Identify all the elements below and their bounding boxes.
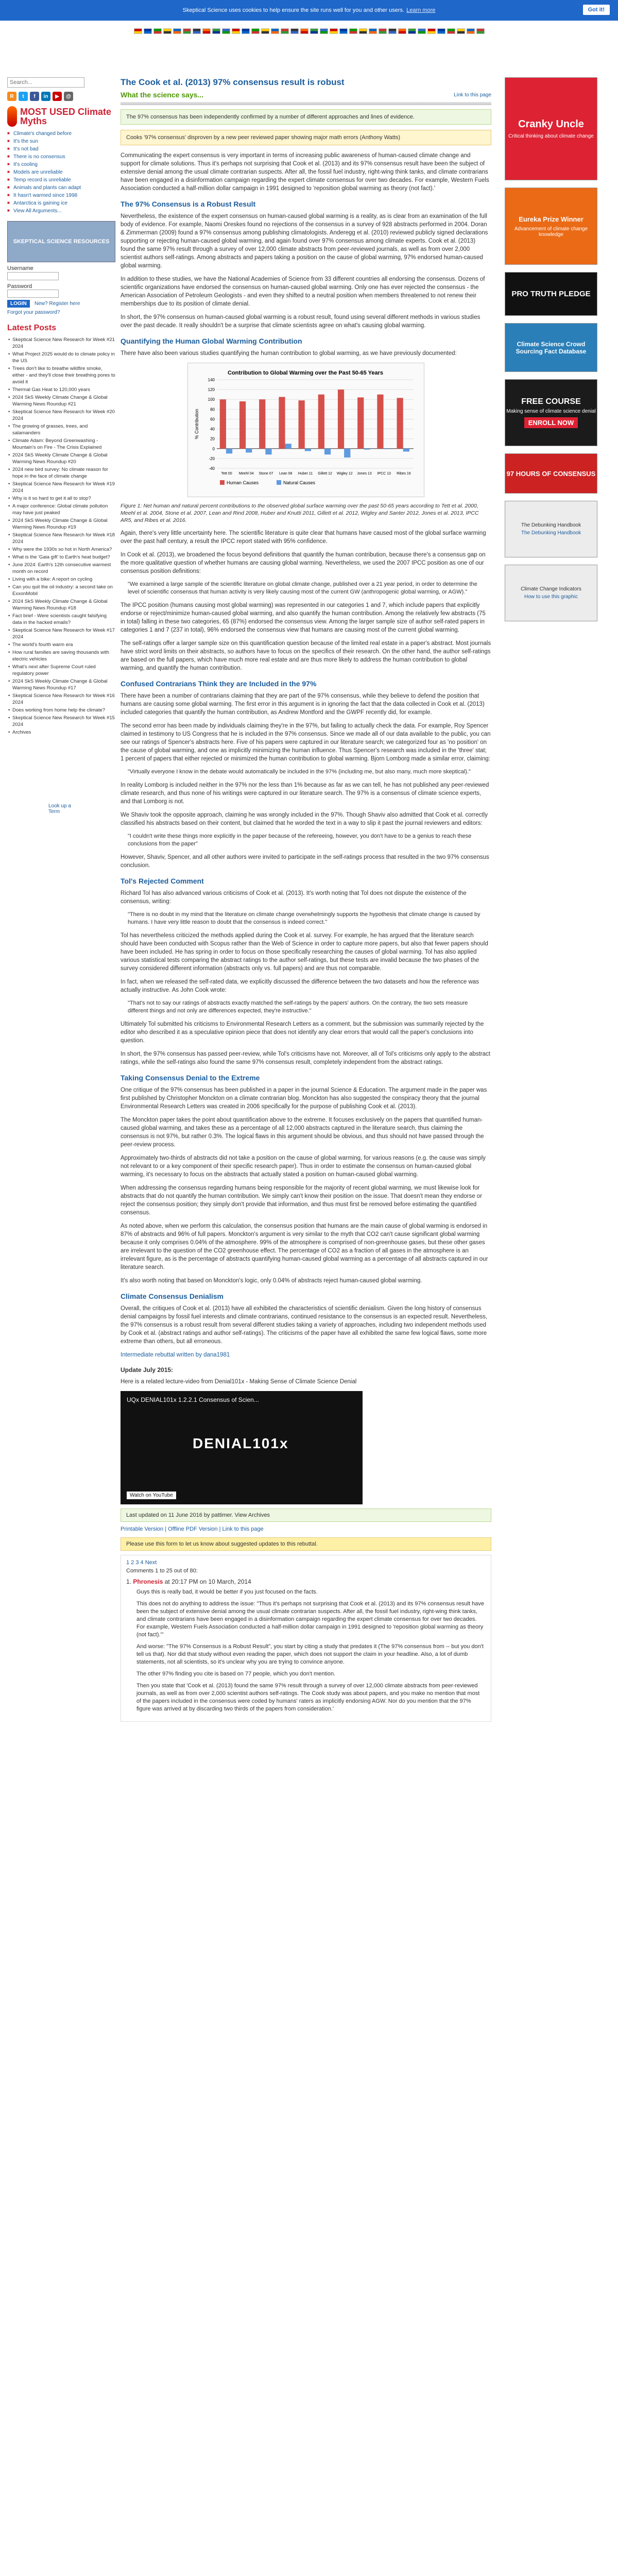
section-confused-title: Confused Contrarians Think they are Included in the 97% xyxy=(121,680,317,688)
social-icons xyxy=(7,92,115,101)
bar-natural-causes xyxy=(265,449,271,454)
paragraph: Nevertheless, the existence of the expert consensus on human-caused global warming is a reality, as is clear from an examination of the full body of evidence. For example, Naomi Oreskes found no rejections of the consensus in a survey of 928 abstracts performed in 2004. Doran & Zimmerman (2009) found a 97% consensus among publishing climatologists. Anderegg et al. (2010) reviewed publicly signed declarations supporting or rejecting human-caused global warming, and again found over 97% consensus among climate experts. Cook et al. (2013) found the same 97% result through a survey of over 12,000 climate abstracts from peer-reviewed journals, as well as from over 2,000 scientist authors self-ratings. Among abstracts and papers taking a position on the cause of global warming, 97% endorsed human-caused global warming. xyxy=(121,213,488,269)
language-flag-icon[interactable] xyxy=(330,28,338,34)
cookie-message: Skeptical Science uses cookies to help ensure the site runs well for you and other users. xyxy=(182,7,405,13)
bar-chart-svg xyxy=(192,367,419,491)
language-flag-icon[interactable] xyxy=(300,28,308,34)
latest-post-item[interactable]: • Skeptical Science New Research for Week #18 2024 xyxy=(7,531,115,546)
language-flag-icon[interactable] xyxy=(163,28,171,34)
search-input[interactable] xyxy=(7,77,84,88)
resources-promo[interactable]: SKEPTICAL SCIENCE RESOURCES xyxy=(7,221,115,262)
x-tick-label: Meehl 04 xyxy=(238,472,254,476)
consensus-hours-ad[interactable]: 97 HOURS OF CONSENSUS xyxy=(505,453,597,494)
enroll-now-button[interactable]: ENROLL NOW xyxy=(524,417,578,428)
youtube-icon[interactable]: ▶ xyxy=(53,92,62,101)
section-quantify-title: Quantifying the Human Global Warming Contribution xyxy=(121,337,302,345)
language-flag-icon[interactable] xyxy=(212,28,220,34)
bar-natural-causes xyxy=(285,444,291,449)
language-flag-icon[interactable] xyxy=(271,28,279,34)
bar-human-causes xyxy=(299,400,305,449)
latest-post-item[interactable]: • 2024 new bird survey: No climate reason for hope in the face of climate change xyxy=(7,466,115,480)
paragraph: There have been a number of contrarians claiming that they are part of the 97% consensus, while they believe to defend the position that humans are causing some global warming. The first error in this argument is in ignoring the fact that the data collected in Cook et al. (2013) included categories that quantify the human contribution, as Andrew Montford and the GWPF recently did, for example. xyxy=(121,693,485,716)
paragraph: When addressing the consensus regarding humans being responsible for the majority of recent global warming, we must likewise look for abstracts that do not quantify the human contribution. We simply can't know their position on the issue. That doesn't mean they endorse or reject the consensus position; they simply don't provide that information, and thus must first be removed before estimating the quantified consensus. xyxy=(121,1185,483,1216)
comment-paragraph: The other 97% finding you cite is based on 77 people, which you don't mention. xyxy=(136,1671,336,1677)
sidebar-myth-item[interactable]: ■ It's cooling xyxy=(7,161,115,168)
sidebar-myth-item[interactable]: ■ It's the sun xyxy=(7,138,115,145)
eureka-subtitle: Advancement of climate change knowledge xyxy=(514,226,588,238)
paragraph: The second error has been made by individuals claiming they're in the 97%, but failing to actually check the data. For example, Roy Spencer claimed in testimony to US Congress that he is included in the 97% consensus. Since we made all of our data available to the public, you can see our ratings of Spencer's abstracts here. Five of his papers were captured in our literature search; we categorized four as 'no position' on the cause of global warming, and one as implicitly minimizing the human influence. Thus Spencer's research was included in the 'three' stat; 1 percent of papers that either rejected or minimized the human contribution to global warming. Bjorn Lomborg made a similar error, claiming: xyxy=(121,723,491,762)
sidebar-myth-item[interactable]: ■ Models are unreliable xyxy=(7,168,115,176)
bar-human-causes xyxy=(377,395,383,449)
language-flag-icon[interactable] xyxy=(467,28,475,34)
register-link[interactable]: New? Register here xyxy=(35,301,80,307)
what-science-says: What the science says... xyxy=(121,91,204,99)
comment-header xyxy=(126,1578,486,1585)
y-tick-label: -40 xyxy=(209,466,215,471)
left-sidebar xyxy=(7,77,115,814)
myth-claim: Cooks '97% consensus' disproven by a new peer reviewed paper showing major math errors xyxy=(126,134,358,141)
sidebar-myth-item[interactable]: ■ It's not bad xyxy=(7,145,115,153)
sidebar-myth-item[interactable]: ■ Climate's changed before xyxy=(7,130,115,138)
latest-post-item[interactable]: • How rural families are saving thousands with electric vehicles xyxy=(7,649,115,663)
latest-post-item[interactable]: • Skeptical Science New Research for Week #16 2024 xyxy=(7,692,115,706)
latest-post-item[interactable]: • Skeptical Science New Research for Week #21 2024 xyxy=(7,336,115,350)
bar-human-causes xyxy=(318,395,324,449)
language-flag-icon[interactable] xyxy=(457,28,465,34)
y-tick-label: 140 xyxy=(208,378,215,382)
x-tick-label: Lean 08 xyxy=(279,472,293,476)
login-button[interactable]: LOGIN xyxy=(7,300,30,308)
level-tabs-bar xyxy=(121,102,491,105)
language-flag-icon[interactable] xyxy=(388,28,397,34)
thumb-link[interactable]: The Debunking Handbook xyxy=(521,530,581,536)
science-summary-box: The 97% consensus has been independently confirmed by a number of different approaches and lines of evidence. xyxy=(121,109,491,125)
video-logo: DENIAL101x xyxy=(193,1435,289,1451)
latest-posts-title: Latest Posts xyxy=(7,324,57,332)
latest-post-item[interactable]: • Fact brief - Were scientists caught falsifying data in the hacked emails? xyxy=(7,612,115,626)
comment-author[interactable]: Phronesis xyxy=(133,1578,163,1585)
comments-count: Comments 1 to 25 out of 80: xyxy=(126,1568,198,1574)
cranky-uncle-ad[interactable] xyxy=(505,77,597,180)
sidebar-myth-item[interactable]: ■ Animals and plants can adapt xyxy=(7,184,115,192)
language-flag-row xyxy=(0,21,618,41)
thumb-link[interactable]: How to use this graphic xyxy=(524,594,578,600)
intermediate-rebuttal-link[interactable]: Intermediate rebuttal written by dana1981 xyxy=(121,1352,230,1358)
latest-post-item[interactable]: • 2024 SkS Weekly Climate Change & Global Warming News Roundup #21 xyxy=(7,394,115,408)
latest-post-item[interactable]: • Thermal Gas Heat to 120,000 years xyxy=(7,386,115,394)
free-course-subtitle: Making sense of climate science denial xyxy=(506,409,596,414)
comments-pager[interactable]: 1 2 3 4 Next xyxy=(126,1560,157,1566)
bar-human-causes xyxy=(357,397,364,448)
pro-truth-pledge-ad[interactable]: PRO TRUTH PLEDGE xyxy=(505,272,597,316)
section-robust-title: The 97% Consensus is a Robust Result xyxy=(121,200,256,208)
language-flag-icon[interactable] xyxy=(359,28,367,34)
password-label: Password xyxy=(7,283,32,290)
paragraph: One critique of the 97% consensus has been published in a paper in the journal Science & Education. The argument made in the paper was first published by Christopher Monckton on a climate contrarian blog. Monckton has also suggested the conspiracy theory that the journal Environmental Research Letters was created in 2006 specifically for the purpose of publishing Cook et al. (2013). xyxy=(121,1087,487,1110)
language-flag-icon[interactable] xyxy=(134,28,142,34)
bar-human-causes xyxy=(338,389,344,449)
myth-author: (Anthony Watts) xyxy=(359,134,401,141)
username-input[interactable] xyxy=(7,272,59,280)
latest-post-item[interactable]: • Skeptical Science New Research for Week #17 2024 xyxy=(7,626,115,641)
paragraph: However, Shaviv, Spencer, and all other authors were invited to participate in the self-ratings process that resulted in the two 97% consensus conclusion. xyxy=(121,854,489,869)
y-tick-label: 80 xyxy=(210,407,215,412)
paragraph: Approximately two-thirds of abstracts did not take a position on the cause of global warming, for various reasons (e.g. the cause was simply not relevant to or a key component of their specific research paper). Thus in order to estimate the consensus on human-caused global warming, it's necessary to focus on the abstracts that actually stated a position on human-caused global warming. xyxy=(121,1155,486,1178)
sidebar-myth-item[interactable]: ■ There is no consensus xyxy=(7,153,115,161)
paragraph: The self-ratings offer a larger sample size on this quantification question because of the limited real estate in a paper's abstract. Most journals have strict word limits on their abstracts, so authors have to focus on the specifics of their research. On the other hand, the author self-ratings are based on the full papers, which have much more real estate and are thus more likely to address the human contribution to global warming, and quantify the human contribution. xyxy=(121,640,491,671)
latest-post-item[interactable]: • June 2024: Earth's 12th consecutive warmest month on record xyxy=(7,561,115,575)
y-tick-label: 20 xyxy=(210,436,215,442)
main-content xyxy=(121,77,491,1722)
language-flag-icon[interactable] xyxy=(476,28,485,34)
x-tick-label: IPCC 13 xyxy=(377,472,391,476)
myth-box xyxy=(121,130,491,145)
rss-icon[interactable]: R xyxy=(7,92,16,101)
blockquote: "That's not to say our ratings of abstracts exactly matched the self-ratings by the papers' authors. On the contrary, the two sets measure different things and not only are differences expected, they're instructive." xyxy=(128,1000,468,1014)
update-paragraph: Here is a related lecture-video from Denial101x - Making Sense of Climate Science Denial xyxy=(121,1379,357,1385)
language-flag-icon[interactable] xyxy=(242,28,250,34)
forgot-password-link[interactable]: Forgot your password? xyxy=(7,310,60,315)
latest-post-item[interactable]: • Skeptical Science New Research for Week #15 2024 xyxy=(7,714,115,728)
comment-paragraph: And worse: "The 97% Consensus is a Robust Result", you start by citing a study that predates it (The 97% consensus from -- but you don't tell us that). Nor did that study without even reading the paper, which does not support the claim in your headline. Also, a lot of dumb statements, not all scientists, so it's unclear why you are trying to convince anyone. xyxy=(136,1643,484,1665)
y-tick-label: 40 xyxy=(210,427,215,432)
right-sidebar xyxy=(505,77,597,629)
comment-paragraph: Guys this is really bad, it would be better if you just focused on the facts. xyxy=(136,1589,318,1595)
section-extreme-title: Taking Consensus Denial to the Extreme xyxy=(121,1074,260,1082)
facebook-icon[interactable]: f xyxy=(30,92,39,101)
comment-paragraph: Then you state that 'Cook et al. (2013) found the same 97% result through a survey of over 12,000 climate abstracts from peer-reviewed journals, as well as from over 2,000 scientist authors self-ratings. The Cook study was about papers, and you make no mention that most of the papers included in the consensus were coded by humans' raters as implicitly endorsing AGW. Nor do you mention that the 97% figure was arrived at by discarding two thirds of the papers from consideration.' xyxy=(136,1683,480,1712)
video-player[interactable] xyxy=(121,1391,363,1504)
latest-post-item[interactable]: • What's next after Supreme Court ruled regulatory power xyxy=(7,663,115,677)
language-flag-icon[interactable] xyxy=(290,28,299,34)
language-flag-icon[interactable] xyxy=(183,28,191,34)
language-flag-icon[interactable] xyxy=(408,28,416,34)
sidebar-myth-item[interactable]: ■ View All Arguments... xyxy=(7,207,115,215)
language-flag-icon[interactable] xyxy=(173,28,181,34)
y-tick-label: 60 xyxy=(210,417,215,422)
latest-post-item[interactable]: • Why were the 1930s so hot in North America? xyxy=(7,546,115,553)
paragraph: In fact, when we released the self-rated data, we explicitly discussed the difference between the two datasets and how the reference was actually instructive. As John Cook wrote: xyxy=(121,979,479,993)
x-tick-label: Ribes 16 xyxy=(397,472,411,476)
bar-human-causes xyxy=(259,399,265,449)
thumb-label: Climate Change Indicators xyxy=(521,586,581,592)
username-label: Username xyxy=(7,265,33,272)
sidebar-myth-item[interactable]: ■ It hasn't warmed since 1998 xyxy=(7,192,115,199)
x-tick-label: Tett 00 xyxy=(221,472,232,476)
bar-natural-causes xyxy=(403,449,409,452)
watch-on-youtube-button[interactable]: Watch on YouTube xyxy=(127,1492,176,1499)
language-flag-icon[interactable] xyxy=(310,28,318,34)
intro-paragraph: Communicating the expert consensus is very important in terms of increasing public awareness of human-caused climate change and support for climate solutions. Thus it's perhaps not surprising that Cook et al. (2013) and its 97% consensus result have been the subject of extensive denial among the usual climate contrarian suspects. After all, the fossil fuel industry, right-wing think tanks, and climate contrarians have been engaged in a disinformation campaign regarding the expert climate consensus for over two decades. For example, Western Fuels Association conducted a half-million dollar campaign in 1991 designed to 'reposition global warming as theory (not fact).' xyxy=(121,152,489,192)
sidebar-myth-item[interactable]: ■ Antarctica is gaining ice xyxy=(7,199,115,207)
language-flag-icon[interactable] xyxy=(251,28,260,34)
paragraph: Overall, the critiques of Cook et al. (2013) have all exhibited the characteristics of scientific denialism. Given the long history of consensus denial campaigns by fossil fuel interests and climate contrarians, continued resistance to the consensus is an expected result. Nevertheless, the 97% consensus is a robust result from several different studies taking a variety of approaches, including two independent methods used by Cook et al. (abstract ratings and author self-ratings). The criticisms of the paper have all exhibited the same few logical flaws, some more extreme than others, but all erroneous. xyxy=(121,1306,488,1345)
bar-human-causes xyxy=(279,397,285,448)
legend-label: Natural Causes xyxy=(283,480,316,485)
password-input[interactable] xyxy=(7,290,59,298)
paragraph: In Cook et al. (2013), we broadened the focus beyond definitions that quantify the human contribution, because there's a consensus gap on the more qualitative question of whether humans are causing global warming. Nevertheless, we used the 2007 IPCC position as one of our consensus position definitions: xyxy=(121,552,486,574)
language-flag-icon[interactable] xyxy=(339,28,348,34)
latest-post-item[interactable]: • The growing of grasses, trees, and salamanders xyxy=(7,422,115,437)
x-tick-label: Stone 07 xyxy=(259,472,273,476)
bar-natural-causes xyxy=(226,449,232,454)
language-flag-icon[interactable] xyxy=(447,28,455,34)
language-flag-icon[interactable] xyxy=(193,28,201,34)
language-flag-icon[interactable] xyxy=(427,28,436,34)
crowd-sourcing-ad[interactable]: Climate Science Crowd Sourcing Fact Database xyxy=(505,323,597,372)
section-denialism-title: Climate Consensus Denialism xyxy=(121,1292,224,1300)
login-form xyxy=(7,265,115,315)
paragraph: In addition to these studies, we have the National Academies of Science from 33 different countries all endorsing the consensus. Dozens of scientific organizations have endorsed the consensus on human-caused global warming. Only one has ever rejected the consensus - the American Association of Petroleum Geologists - and even they shifted to a neutral position when members threatened to not renew their memberships due to its position of climate denial. xyxy=(121,276,485,307)
language-flag-icon[interactable] xyxy=(379,28,387,34)
paragraph: In reality Lomborg is included neither in the 97% nor the less than 1% because as far as we can tell, he has not published any peer-reviewed climate research, and thus none of his writings were captured in our literature search. The 97% is a consensus of climate science experts, and that Lomborg is not. xyxy=(121,782,489,805)
language-flag-icon[interactable] xyxy=(418,28,426,34)
linkedin-icon[interactable]: in xyxy=(41,92,50,101)
latest-post-item[interactable]: • 2024 SkS Weekly Climate Change & Global Warming News Roundup #17 xyxy=(7,677,115,692)
legend-label: Human Causes xyxy=(227,480,259,485)
latest-post-item[interactable]: • 2024 SkS Weekly Climate Change & Global Warming News Roundup #18 xyxy=(7,598,115,612)
page-title: The Cook et al. (2013) 97% consensus result is robust xyxy=(121,77,345,87)
bar-human-causes xyxy=(239,401,246,449)
latest-post-item[interactable]: • Archives xyxy=(7,728,115,736)
language-flag-icon[interactable] xyxy=(261,28,269,34)
paragraph: Tol has nevertheless criticized the methods applied during the Cook et al. survey. For example, he has argued that the literature search should have been conducted with Scopus rather than the Web of Science in order to capture more papers, but also that fewer papers should have been included. He has spring in order to focus on those specifically researching the causes of global warming. Tol has also applied various statistical tests comparing the abstract ratings to the author self-ratings, but these tests are invalid because the two phases of the survey considered different information (abstracts only vs. full papers) and are thus not comparable. xyxy=(121,933,488,972)
myth-nav-list xyxy=(7,130,115,215)
paragraph: There have also been various studies quantifying the human contribution to global warming, as we have previously documented: xyxy=(121,350,457,357)
latest-post-item[interactable]: • What is the 'Gaia gift' to Earth's heat budget? xyxy=(7,553,115,561)
language-flag-icon[interactable] xyxy=(437,28,445,34)
bar-natural-causes xyxy=(344,449,350,457)
email-icon[interactable]: @ xyxy=(64,92,73,101)
thermometer-icon xyxy=(7,106,17,127)
latest-post-item[interactable]: • What Project 2025 would do to climate policy in the US xyxy=(7,350,115,365)
language-flag-icon[interactable] xyxy=(153,28,162,34)
paragraph: The Monckton paper takes the point about quantification above to the extreme. It focuses exclusively on the papers that quantified human-caused global warming, and takes these as a percentage of all 12,000 abstracts captured in the literature search, thus claiming the consensus is not 97%, but rather 0.3%. The logical flaws in this argument should be obvious, and thus should not have passed through the peer-review process. xyxy=(121,1117,484,1148)
paragraph: Richard Tol has also advanced various criticisms of Cook et al. (2013). It's worth noting that Tol does not dispute the existence of the consensus, writing: xyxy=(121,890,467,905)
last-updated-box: Last updated on 11 June 2016 by pattimer. View Archives xyxy=(121,1509,491,1522)
update-title: Update July 2015: xyxy=(121,1366,174,1374)
latest-post-item[interactable]: • The world's fourth warm era xyxy=(7,641,115,649)
language-flag-icon[interactable] xyxy=(398,28,406,34)
language-flag-icon[interactable] xyxy=(202,28,211,34)
x-tick-label: Gillett 12 xyxy=(318,472,332,476)
eureka-title: Eureka Prize Winner xyxy=(519,215,583,223)
suggest-update-box[interactable]: Please use this form to let us know about suggested updates to this rebuttal. xyxy=(121,1537,491,1551)
paragraph: It's also worth noting that based on Monckton's logic, only 0.04% of abstracts reject human-caused global warming. xyxy=(121,1278,422,1284)
latest-posts-list xyxy=(7,336,115,736)
comment-number: 1. xyxy=(126,1578,132,1585)
debunking-handbook-thumb[interactable] xyxy=(505,501,597,557)
comments-section xyxy=(121,1555,491,1722)
thumb-label: The Debunking Handbook xyxy=(521,522,581,528)
latest-post-item[interactable]: • Can you quit the oil industry: a second take on ExxonMobil xyxy=(7,583,115,598)
y-tick-label: 0 xyxy=(212,446,215,451)
paragraph: Ultimately Tol submitted his criticisms to Environmental Research Letters as a comment, but the submission was summarily rejected by the editor who described it as a speculative opinion piece that does not identify any clear errors that would call the paper's conclusions into question. xyxy=(121,1021,484,1044)
sidebar-myth-item[interactable]: ■ Temp record is unreliable xyxy=(7,176,115,184)
latest-post-item[interactable]: • 2024 SkS Weekly Climate Change & Global Warming News Roundup #19 xyxy=(7,517,115,531)
paragraph: Again, there's very little uncertainty here. The scientific literature is quite clear that humans have caused most of the global surface warming over the past half century, a result the IPCC report stated with 95% confidence. xyxy=(121,530,486,545)
look-up-term-link[interactable]: Look up a Term xyxy=(48,803,71,815)
comment-paragraph: This does not do anything to address the issue: "Thus it's perhaps not surprising that Cook et al. (2013) and its 97% consensus result have been the subject of extensive denial among the usual climate contrarian suspects. After all, the fossil fuel industry, right-wing think tanks, and climate contrarians have been engaged in a disinformation campaign regarding the expert climate consensus for over two decades. For example, Western Fuels Association conducted a half-million dollar campaign in 1991 designed to 'reposition global warming as theory (not fact).'" xyxy=(136,1601,484,1638)
climate-indicators-thumb[interactable] xyxy=(505,565,597,621)
bar-human-causes xyxy=(397,398,403,448)
free-course-ad[interactable] xyxy=(505,379,597,446)
language-flag-icon[interactable] xyxy=(144,28,152,34)
most-used-title: MOST USED Climate Myths xyxy=(20,107,111,126)
chart-caption: Figure 1: Net human and natural percent contributions to the observed global surface warming over the past 50-65 years according to Tett et al. 2000, Meehl et al. 2004, Stone et al. 2007, Lean and Rind 2008, Huber and Knutti 2011, Gillett et al. 2012, Wigley and Santer 2012, Jones et al. 2013, IPCC AR5, and Ribes et al. 2016. xyxy=(121,503,479,523)
legend-swatch xyxy=(220,480,225,485)
latest-post-item[interactable]: • Skeptical Science New Research for Week #19 2024 xyxy=(7,480,115,495)
latest-post-item[interactable]: • 2024 SkS Weekly Climate Change & Global Warming News Roundup #20 xyxy=(7,451,115,466)
paragraph: As noted above, when we perform this calculation, the consensus position that humans are the main cause of global warming is endorsed in 87% of abstracts and 96% of full papers. Monckton's argument is very similar to the myth that CO2 can't cause significant global warming because it only comprises 0.04% of the atmosphere. 99% of the atmosphere is comprised of non-greenhouse gases, but these other gases are irrelevant to the question of the CO2 greenhouse effect. The percentage of CO2 as a fraction of all gases in the atmosphere is an irrelevant figure, as is the percentage of abstracts quantifying human-caused global warming as a percentage of all abstracts captured in our literature search. xyxy=(121,1223,488,1270)
video-title: UQx DENIAL101x 1.2.2.1 Consensus of Scien... xyxy=(127,1396,259,1403)
language-flag-icon[interactable] xyxy=(281,28,289,34)
latest-post-item[interactable]: • Living with a bike: A report on cycling xyxy=(7,575,115,583)
language-flag-icon[interactable] xyxy=(222,28,230,34)
latest-post-item[interactable]: • Climate Adam: Beyond Greenwashing - Mountain's on Fire - The Crisis Explained xyxy=(7,437,115,451)
chart-title: Contribution to Global Warming over the Past 50-65 Years xyxy=(228,370,383,376)
bar-natural-causes xyxy=(324,449,331,454)
learn-more-link[interactable]: Learn more xyxy=(406,7,436,13)
latest-post-item[interactable]: • Skeptical Science New Research for Week #20 2024 xyxy=(7,408,115,422)
twitter-icon[interactable]: t xyxy=(19,92,28,101)
x-tick-label: Jones 13 xyxy=(357,472,372,476)
blockquote: "Virtually everyone I know in the debate would automatically be included in the 97% (including me, but also many, much more skeptical)." xyxy=(128,769,471,775)
language-flag-icon[interactable] xyxy=(232,28,240,34)
comment-meta: at 20:17 PM on 10 March, 2014 xyxy=(164,1578,251,1585)
latest-post-item[interactable]: • Trees don't like to breathe wildfire smoke, either - and they'll close their breathing pores to avoid it xyxy=(7,365,115,386)
link-to-page[interactable]: Link to this page xyxy=(454,92,491,98)
section-tol-title: Tol's Rejected Comment xyxy=(121,877,204,885)
y-tick-label: 120 xyxy=(208,387,215,393)
bar-natural-causes xyxy=(305,449,311,451)
paragraph: We Shaviv took the opposite approach, claiming he was wrongly included in the 97%. Though Shaviv also admitted that Cook et al. correctly classified his abstracts based on their content, but claimed that he worded the text in a way to slip it past the journal reviewers and editors: xyxy=(121,812,488,826)
y-tick-label: 100 xyxy=(208,397,215,402)
legend-swatch xyxy=(277,480,281,485)
y-tick-label: -20 xyxy=(209,456,215,461)
free-course-title: FREE COURSE xyxy=(521,397,581,406)
paragraph: In short, the 97% consensus on human-caused global warming is a robust result, found using several different methods in various studies over the past decade. It really shouldn't be a surprise that climate scientists agree on what's causing global warming. xyxy=(121,314,480,329)
language-flag-icon[interactable] xyxy=(349,28,357,34)
paragraph: The IPCC position (humans causing most global warming) was represented in our categories 1 and 7, which include papers that explicitly endorse or reject/minimize human-caused global warming, and also quantify the human contribution. Among the relatively few abstracts (75 in total) falling in these two categories, 65 (87%) endorsed the consensus view. Among the larger sample size of author self-rated papers in categories 1 and 7 (237 in total), 96% endorsed the consensus view that humans are causing most of the current global warming. xyxy=(121,602,486,633)
latest-post-item[interactable]: • A major conference: Global climate pollution may have just peaked xyxy=(7,502,115,517)
print-links[interactable]: Printable Version | Offline PDF Version | Link to this page xyxy=(121,1526,264,1532)
latest-post-item[interactable]: • Does working from home help the climate? xyxy=(7,706,115,714)
cranky-subtitle: Critical thinking about climate change xyxy=(508,133,594,139)
most-used-myths-header xyxy=(7,106,115,127)
paragraph: In short, the 97% consensus has passed peer-review, while Tol's criticisms have not. Moreover, all of Tol's criticisms only apply to the abstract ratings, while the self-ratings also found the same 97% consensus result, completely independent from the abstract ratings. xyxy=(121,1051,490,1065)
eureka-prize-ad[interactable] xyxy=(505,188,597,265)
latest-post-item[interactable]: • Why is it so hard to get it all to stop? xyxy=(7,495,115,502)
blockquote: "We examined a large sample of the scientific literature on global climate change, published over a 21 year period, in order to determine the level of scientific consensus that human activity is very likely causing most of the current GW (anthropogenic global warming, or AGW)." xyxy=(128,581,477,595)
language-flag-icon[interactable] xyxy=(320,28,328,34)
y-axis-label: % Contribution xyxy=(194,409,199,439)
contribution-chart xyxy=(187,363,424,497)
blockquote: "I couldn't write these things more explicitly in the paper because of the refereeing, however, you don't have to be a genius to reach these conclusions from the paper" xyxy=(128,833,472,847)
blockquote: "There is no doubt in my mind that the literature on climate change overwhelmingly supports the hypothesis that climate change is caused by humans. I have very little reason to doubt that the consensus is indeed correct." xyxy=(128,911,480,925)
bar-natural-causes xyxy=(246,449,252,453)
got-it-button[interactable]: Got it! xyxy=(583,5,610,15)
bar-human-causes xyxy=(220,399,226,449)
cookie-banner xyxy=(0,0,618,21)
search-bar xyxy=(7,77,115,88)
bar-natural-causes xyxy=(364,449,370,450)
cranky-title: Cranky Uncle xyxy=(518,118,584,130)
x-tick-label: Wigley 12 xyxy=(336,472,353,476)
language-flag-icon[interactable] xyxy=(369,28,377,34)
x-tick-label: Huber 11 xyxy=(298,472,313,476)
